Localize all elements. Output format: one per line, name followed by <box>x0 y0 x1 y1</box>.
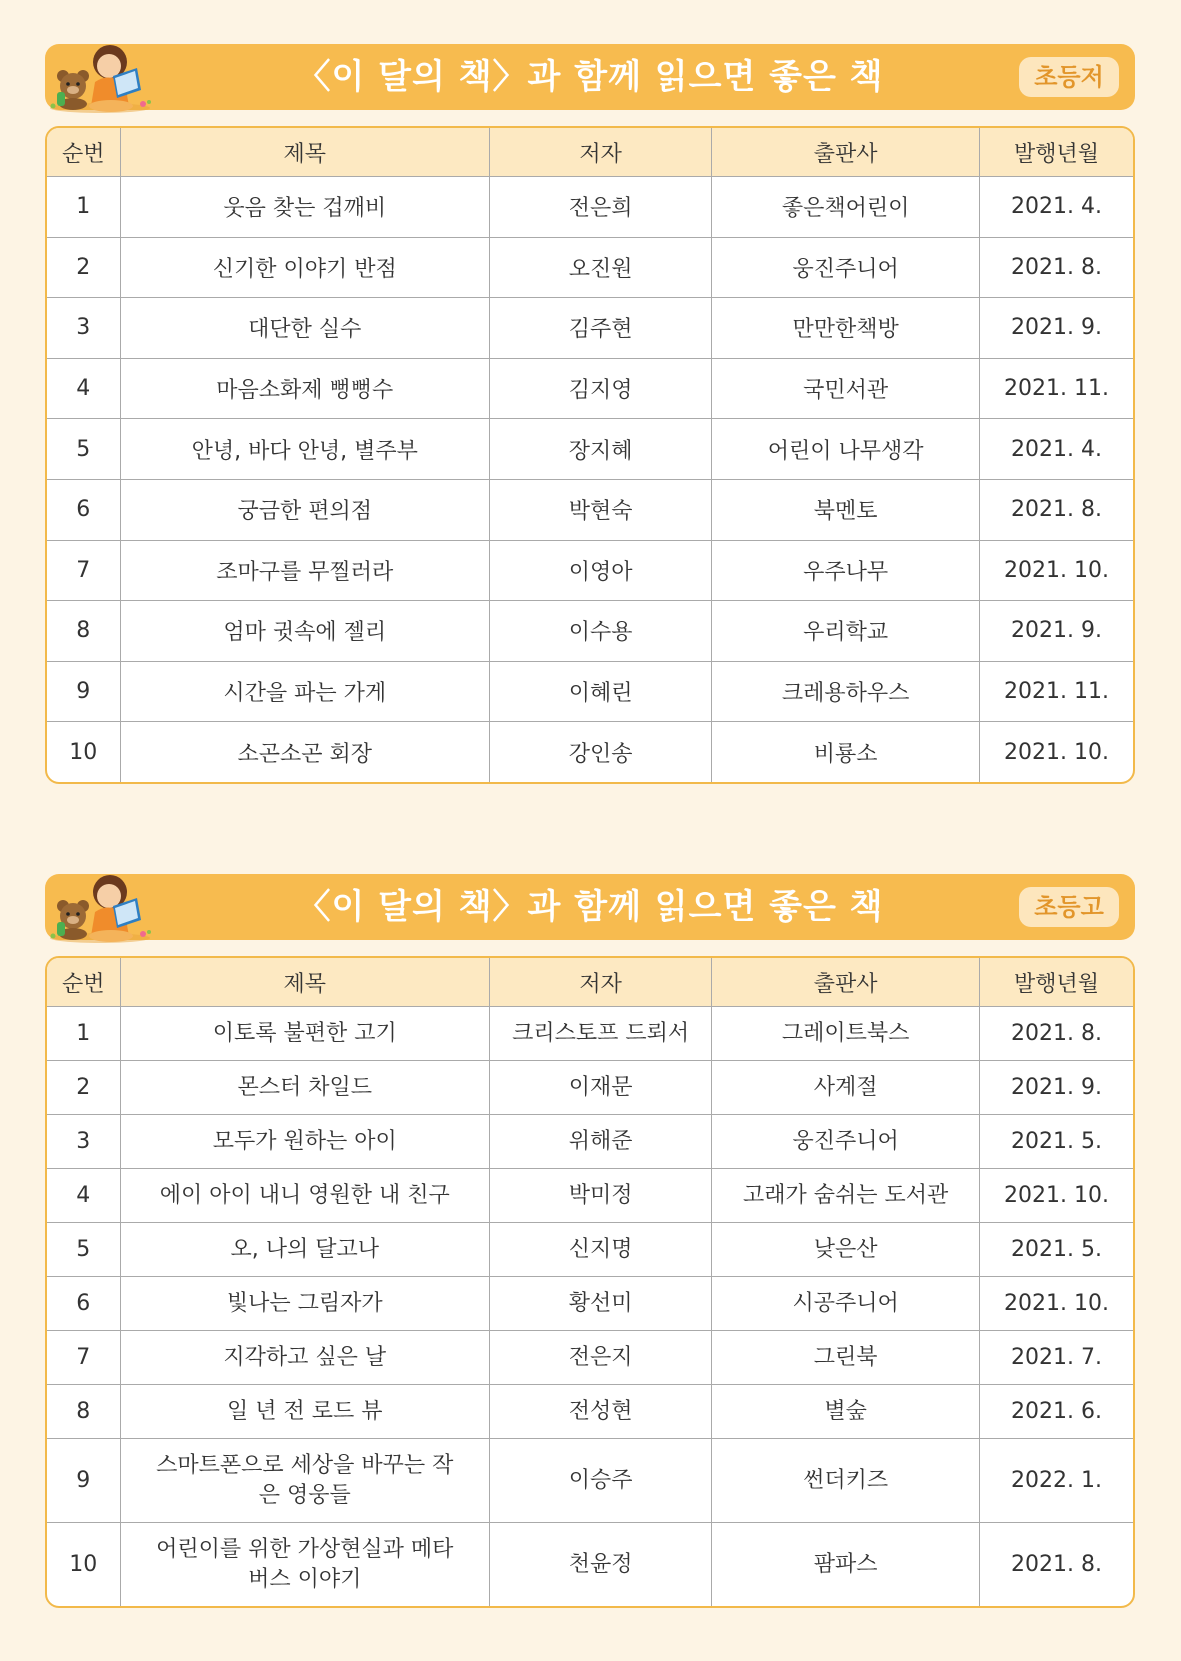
cell-author: 오진원 <box>489 237 711 298</box>
cell-number: 10 <box>47 1523 120 1607</box>
column-header-number: 순번 <box>47 958 120 1007</box>
table-row <box>47 358 1133 419</box>
cell-date: 2021. 5. <box>979 1115 1133 1169</box>
cell-number: 5 <box>47 419 120 480</box>
cell-author: 전성현 <box>489 1385 711 1439</box>
cell-publisher: 좋은책어린이 <box>712 177 980 238</box>
cell-title: 시간을 파는 가게 <box>120 661 489 722</box>
column-header-date: 발행년월 <box>979 128 1133 177</box>
cell-title: 신기한 이야기 반점 <box>120 237 489 298</box>
cell-author: 박미정 <box>489 1169 711 1223</box>
cell-publisher: 팜파스 <box>712 1523 980 1607</box>
cell-number: 9 <box>47 661 120 722</box>
cell-number: 6 <box>47 479 120 540</box>
cell-title: 스마트폰으로 세상을 바꾸는 작은 영웅들 <box>120 1439 489 1523</box>
cell-author: 강인송 <box>489 722 711 782</box>
cell-publisher: 우주나무 <box>712 540 980 601</box>
cell-number: 5 <box>47 1223 120 1277</box>
cell-author: 전은희 <box>489 177 711 238</box>
cell-date: 2021. 11. <box>979 661 1133 722</box>
cell-author: 신지명 <box>489 1223 711 1277</box>
cell-publisher: 비룡소 <box>712 722 980 782</box>
cell-author: 이영아 <box>489 540 711 601</box>
cell-publisher: 웅진주니어 <box>712 1115 980 1169</box>
table-header-row <box>47 958 1133 1007</box>
cell-date: 2021. 10. <box>979 1169 1133 1223</box>
cell-date: 2021. 10. <box>979 540 1133 601</box>
cell-date: 2021. 8. <box>1011 1551 1102 1577</box>
cell-author: 김지영 <box>489 358 711 419</box>
book-section-upper-grade <box>45 874 1135 1608</box>
table-row <box>47 1115 1133 1169</box>
section-banner <box>45 44 1135 110</box>
cell-publisher: 낮은산 <box>712 1223 980 1277</box>
cell-title: 조마구를 무찔러라 <box>120 540 489 601</box>
cell-title: 어린이를 위한 가상현실과 메타버스 이야기 <box>120 1523 489 1607</box>
table-row <box>47 601 1133 662</box>
table-row <box>47 722 1133 782</box>
cell-date: 2021. 5. <box>979 1223 1133 1277</box>
book-table <box>45 126 1135 784</box>
cell-title: 궁금한 편의점 <box>120 479 489 540</box>
cell-number: 2 <box>47 1061 120 1115</box>
section-title: 〈이 달의 책〉과 함께 읽으면 좋은 책 <box>296 57 884 97</box>
column-header-number: 순번 <box>47 128 120 177</box>
table-row <box>47 1523 1133 1607</box>
cell-title: 대단한 실수 <box>120 298 489 359</box>
cell-title: 몬스터 차일드 <box>120 1061 489 1115</box>
cell-publisher: 북멘토 <box>712 479 980 540</box>
cell-number: 4 <box>47 1169 120 1223</box>
cell-publisher: 그레이트북스 <box>712 1007 980 1061</box>
cell-date: 2021. 6. <box>979 1385 1133 1439</box>
cell-date: 2021. 9. <box>979 601 1133 662</box>
cell-author: 황선미 <box>489 1277 711 1331</box>
cell-date: 2021. 9. <box>979 298 1133 359</box>
table-row <box>47 540 1133 601</box>
table-row <box>47 1385 1133 1439</box>
cell-publisher: 국민서관 <box>712 358 980 419</box>
cell-date: 2022. 1. <box>979 1439 1133 1523</box>
table-row <box>47 1277 1133 1331</box>
cell-number: 3 <box>47 1115 120 1169</box>
cell-number: 3 <box>47 298 120 359</box>
cell-number: 8 <box>47 601 120 662</box>
cell-date: 2021. 7. <box>979 1331 1133 1385</box>
cell-author: 전은지 <box>489 1331 711 1385</box>
cell-date: 2021. 8. <box>979 479 1133 540</box>
cell-number: 8 <box>47 1385 120 1439</box>
table-row <box>47 1169 1133 1223</box>
cell-title: 이토록 불편한 고기 <box>120 1007 489 1061</box>
table-row <box>47 1439 1133 1523</box>
cell-date: 2021. 4. <box>979 419 1133 480</box>
cell-publisher: 어린이 나무생각 <box>712 419 980 480</box>
table-row <box>47 237 1133 298</box>
cell-number: 2 <box>47 237 120 298</box>
table-row <box>47 661 1133 722</box>
cell-number: 4 <box>47 358 120 419</box>
cell-publisher: 사계절 <box>712 1061 980 1115</box>
column-header-author: 저자 <box>489 128 711 177</box>
cell-date: 2021. 8. <box>979 237 1133 298</box>
cell-number: 6 <box>47 1277 120 1331</box>
cell-publisher: 별숲 <box>712 1385 980 1439</box>
cell-number: 7 <box>47 540 120 601</box>
table-row <box>47 1223 1133 1277</box>
column-header-title: 제목 <box>120 958 489 1007</box>
table-header-row <box>47 128 1133 177</box>
cell-publisher: 만만한책방 <box>712 298 980 359</box>
cell-number: 1 <box>47 1007 120 1061</box>
column-header-publisher: 출판사 <box>712 958 980 1007</box>
cell-author: 이혜린 <box>489 661 711 722</box>
column-header-author: 저자 <box>489 958 711 1007</box>
cell-publisher: 그린북 <box>712 1331 980 1385</box>
cell-title: 지각하고 싶은 날 <box>120 1331 489 1385</box>
table-row <box>47 1331 1133 1385</box>
cell-publisher: 웅진주니어 <box>712 237 980 298</box>
cell-author: 위해준 <box>489 1115 711 1169</box>
book-table <box>45 956 1135 1608</box>
cell-title: 에이 아이 내니 영원한 내 친구 <box>120 1169 489 1223</box>
cell-title: 빛나는 그림자가 <box>120 1277 489 1331</box>
table-row <box>47 479 1133 540</box>
cell-number: 1 <box>47 177 120 238</box>
grade-badge: 초등저 <box>1019 57 1119 97</box>
cell-date: 2021. 11. <box>979 358 1133 419</box>
cell-title: 엄마 귓속에 젤리 <box>120 601 489 662</box>
grade-badge: 초등고 <box>1019 887 1119 927</box>
cell-author: 박현숙 <box>489 479 711 540</box>
cell-publisher: 우리학교 <box>712 601 980 662</box>
cell-title: 안녕, 바다 안녕, 별주부 <box>120 419 489 480</box>
cell-publisher: 고래가 숨쉬는 도서관 <box>712 1169 980 1223</box>
cell-author: 이수용 <box>489 601 711 662</box>
cell-author: 이승주 <box>489 1439 711 1523</box>
table-row <box>47 177 1133 238</box>
cell-publisher: 썬더키즈 <box>712 1439 980 1523</box>
cell-title: 웃음 찾는 겁깨비 <box>120 177 489 238</box>
cell-date: 2021. 9. <box>979 1061 1133 1115</box>
table-row <box>47 298 1133 359</box>
section-title: 〈이 달의 책〉과 함께 읽으면 좋은 책 <box>296 887 884 927</box>
cell-number: 9 <box>47 1439 120 1523</box>
cell-author: 장지혜 <box>489 419 711 480</box>
cell-date: 2021. 10. <box>1004 739 1109 765</box>
cell-title: 일 년 전 로드 뷰 <box>120 1385 489 1439</box>
cell-publisher: 크레용하우스 <box>712 661 980 722</box>
cell-date: 2021. 10. <box>979 1277 1133 1331</box>
cell-author: 천윤정 <box>489 1523 711 1607</box>
column-header-title: 제목 <box>120 128 489 177</box>
cell-title: 소곤소곤 회장 <box>120 722 489 782</box>
column-header-publisher: 출판사 <box>712 128 980 177</box>
table-row <box>47 1007 1133 1061</box>
cell-author: 크리스토프 드뢰서 <box>489 1007 711 1061</box>
cell-date: 2021. 8. <box>979 1007 1133 1061</box>
table-row <box>47 419 1133 480</box>
column-header-date: 발행년월 <box>979 958 1133 1007</box>
cell-date: 2021. 4. <box>979 177 1133 238</box>
cell-title: 모두가 원하는 아이 <box>120 1115 489 1169</box>
cell-number: 10 <box>47 722 120 782</box>
cell-number: 7 <box>47 1331 120 1385</box>
section-banner <box>45 874 1135 940</box>
cell-title: 오, 나의 달고나 <box>120 1223 489 1277</box>
cell-title: 마음소화제 뻥뻥수 <box>120 358 489 419</box>
table-row <box>47 1061 1133 1115</box>
book-section-lower-grade <box>45 44 1135 784</box>
cell-author: 김주현 <box>489 298 711 359</box>
cell-author: 이재문 <box>489 1061 711 1115</box>
cell-publisher: 시공주니어 <box>712 1277 980 1331</box>
